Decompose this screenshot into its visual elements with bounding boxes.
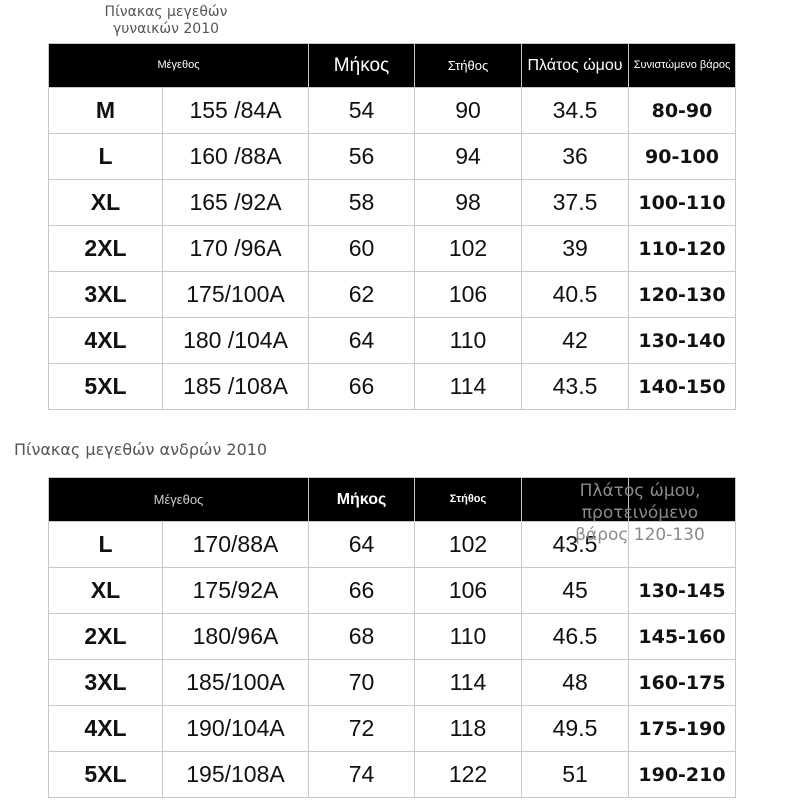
recommended-weight-cell: 90-100	[629, 134, 736, 180]
shoulder-width-cell: 37.5	[522, 180, 629, 226]
size-cell: L	[49, 522, 163, 568]
header-length: Μήκος	[309, 44, 415, 88]
size-cell: 3XL	[49, 660, 163, 706]
shoulder-width-cell: 49.5	[522, 706, 629, 752]
shoulder-width-cell: 46.5	[522, 614, 629, 660]
height-chest-cell: 170/88A	[163, 522, 309, 568]
height-chest-cell: 155 /84A	[163, 88, 309, 134]
header-size: Μέγεθος	[49, 44, 309, 88]
length-cell: 56	[309, 134, 415, 180]
men-table-caption: Πίνακας μεγεθών ανδρών 2010	[14, 440, 268, 459]
women-size-table	[48, 43, 736, 410]
chest-cell: 102	[415, 226, 522, 272]
size-cell: 4XL	[49, 318, 163, 364]
table-row	[49, 752, 736, 798]
recommended-weight-cell: 175-190	[629, 706, 736, 752]
length-cell: 64	[309, 318, 415, 364]
table-row	[49, 180, 736, 226]
table-row	[49, 134, 736, 180]
table-row	[49, 706, 736, 752]
length-cell: 60	[309, 226, 415, 272]
chest-cell: 114	[415, 364, 522, 410]
recommended-weight-cell: 120-130	[629, 272, 736, 318]
table-row	[49, 660, 736, 706]
chest-cell: 94	[415, 134, 522, 180]
height-chest-cell: 170 /96A	[163, 226, 309, 272]
height-chest-cell: 185 /108A	[163, 364, 309, 410]
size-cell: 5XL	[49, 364, 163, 410]
chest-cell: 122	[415, 752, 522, 798]
table-row	[49, 614, 736, 660]
length-cell: 66	[309, 364, 415, 410]
chest-cell: 98	[415, 180, 522, 226]
chest-cell: 114	[415, 660, 522, 706]
size-cell: L	[49, 134, 163, 180]
chest-cell: 110	[415, 318, 522, 364]
length-cell: 68	[309, 614, 415, 660]
chest-cell: 102	[415, 522, 522, 568]
shoulder-width-cell: 51	[522, 752, 629, 798]
height-chest-cell: 180/96A	[163, 614, 309, 660]
height-chest-cell: 185/100A	[163, 660, 309, 706]
size-cell: XL	[49, 568, 163, 614]
shoulder-width-cell: 39	[522, 226, 629, 272]
height-chest-cell: 190/104A	[163, 706, 309, 752]
recommended-weight-cell: 160-175	[629, 660, 736, 706]
height-chest-cell: 175/92A	[163, 568, 309, 614]
shoulder-width-cell: 43.5	[522, 522, 629, 568]
header-recommended-weight: Συνιστώμενο βάρος	[629, 44, 736, 88]
recommended-weight-cell: 190-210	[629, 752, 736, 798]
table-row	[49, 364, 736, 410]
height-chest-cell: 160 /88A	[163, 134, 309, 180]
length-cell: 64	[309, 522, 415, 568]
header-chest: Στήθος	[415, 478, 522, 522]
header-shoulder-width: Πλάτος ώμου	[522, 44, 629, 88]
shoulder-width-cell: 48	[522, 660, 629, 706]
height-chest-cell: 175/100A	[163, 272, 309, 318]
size-cell: 3XL	[49, 272, 163, 318]
height-chest-cell: 180 /104A	[163, 318, 309, 364]
header-chest: Στήθος	[415, 44, 522, 88]
table-row	[49, 272, 736, 318]
length-cell: 66	[309, 568, 415, 614]
chest-cell: 90	[415, 88, 522, 134]
size-cell: M	[49, 88, 163, 134]
chest-cell: 106	[415, 568, 522, 614]
size-cell: 2XL	[49, 614, 163, 660]
chest-cell: 106	[415, 272, 522, 318]
size-cell: 4XL	[49, 706, 163, 752]
recommended-weight-cell: 130-145	[629, 568, 736, 614]
recommended-weight-cell: 80-90	[629, 88, 736, 134]
shoulder-width-cell: 45	[522, 568, 629, 614]
length-cell: 74	[309, 752, 415, 798]
table-row	[49, 318, 736, 364]
shoulder-width-cell: 42	[522, 318, 629, 364]
women-table-caption: Πίνακας μεγεθών γυναικών 2010	[104, 4, 228, 37]
header-length: Μήκος	[309, 478, 415, 522]
size-cell: 5XL	[49, 752, 163, 798]
recommended-weight-cell: 140-150	[629, 364, 736, 410]
length-cell: 58	[309, 180, 415, 226]
shoulder-weight-overlay-note: Πλάτος ώμου, προτεινόμενο βάρος 120-130	[575, 481, 705, 545]
recommended-weight-cell: 130-140	[629, 318, 736, 364]
table-row	[49, 226, 736, 272]
recommended-weight-cell: 100-110	[629, 180, 736, 226]
height-chest-cell: 165 /92A	[163, 180, 309, 226]
chest-cell: 110	[415, 614, 522, 660]
header-size: Μέγεθος	[49, 478, 309, 522]
size-cell: XL	[49, 180, 163, 226]
chest-cell: 118	[415, 706, 522, 752]
height-chest-cell: 195/108A	[163, 752, 309, 798]
table-row	[49, 568, 736, 614]
table-row	[49, 88, 736, 134]
shoulder-width-cell: 36	[522, 134, 629, 180]
length-cell: 70	[309, 660, 415, 706]
recommended-weight-cell: 110-120	[629, 226, 736, 272]
shoulder-width-cell: 40.5	[522, 272, 629, 318]
length-cell: 54	[309, 88, 415, 134]
shoulder-width-cell: 43.5	[522, 364, 629, 410]
shoulder-width-cell: 34.5	[522, 88, 629, 134]
size-cell: 2XL	[49, 226, 163, 272]
length-cell: 62	[309, 272, 415, 318]
recommended-weight-cell: 145-160	[629, 614, 736, 660]
length-cell: 72	[309, 706, 415, 752]
